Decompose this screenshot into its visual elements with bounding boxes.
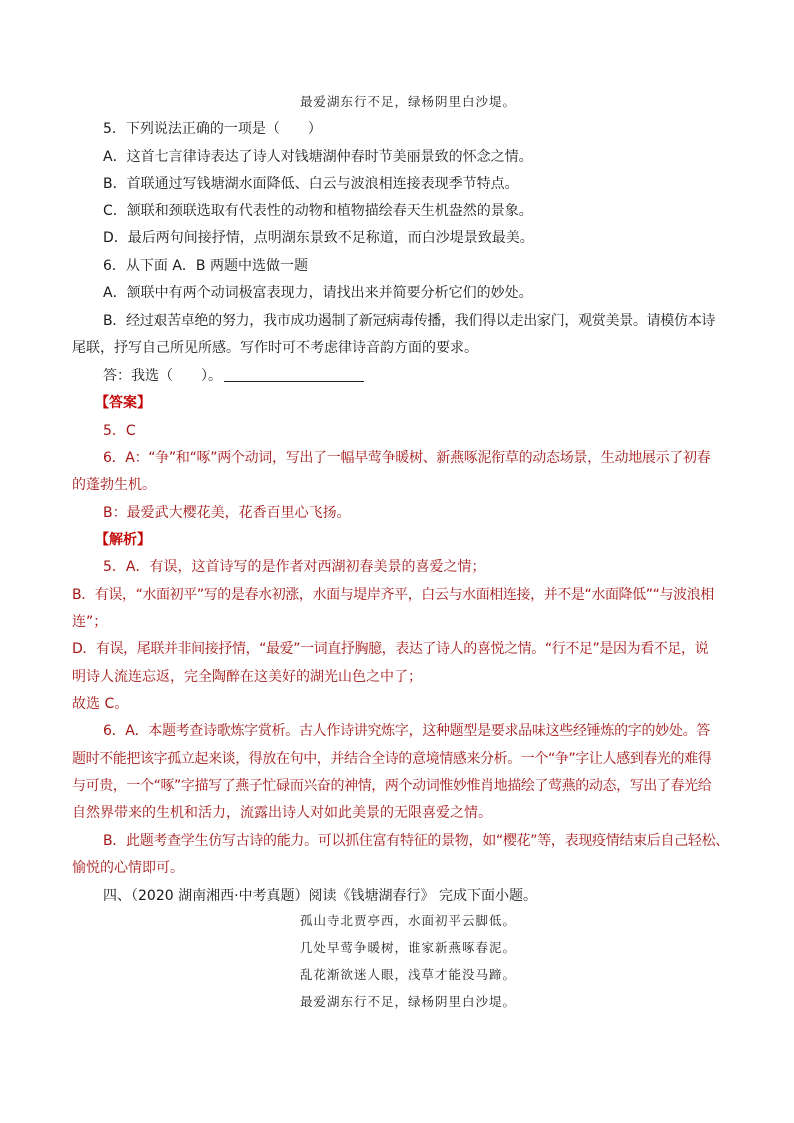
- analysis-5-b: B．有误，“水面初平”写的是春水初涨，水面与堤岸齐平，白云与水面相连接，并不是“水面降低”“与波浪相: [72, 587, 714, 603]
- analysis-tag: 【解析】: [95, 532, 151, 548]
- answer-6-b: B：最爱武大樱花美，花香百里心飞扬。: [103, 505, 351, 521]
- question-5-stem: 5．下列说法正确的一项是（ ）: [103, 121, 322, 137]
- answer-6-a: 6．A：“争”和“啄”两个动词，写出了一幅早莺争暖树、新燕啄泥衔草的动态场景，生动地展示了初春: [103, 450, 711, 466]
- poem-line: 最爱湖东行不足，绿杨阴里白沙堤。: [300, 994, 517, 1009]
- answer-6-a-cont: 的蓬勃生机。: [72, 477, 156, 493]
- question-6-stem: 6．从下面 A．B 两题中选做一题: [103, 258, 308, 274]
- question-6-option-a: A．颔联中有两个动词极富表现力，请找出来并简要分析它们的妙处。: [103, 285, 533, 301]
- analysis-5-a: 5．A．有误，这首诗写的是作者对西湖初春美景的喜爱之情；: [103, 559, 486, 575]
- question-5-option-b: B．首联通过写钱塘湖水面降低、白云与波浪相连接表现季节特点。: [103, 176, 519, 192]
- question-5-option-d: D．最后两句间接抒情，点明湖东景致不足称道，而白沙堤景致最美。: [103, 230, 534, 246]
- answer-blank[interactable]: [224, 367, 364, 382]
- analysis-6-b: B．此题考查学生仿写古诗的能力。可以抓住富有特征的景物，如“樱花”等，表现疫情结束后自己轻松、: [103, 833, 730, 849]
- question-6-option-b-cont: 尾联，抒写自己所见所感。写作时可不考虑律诗音韵方面的要求。: [72, 340, 478, 356]
- analysis-6-b-cont: 愉悦的心情即可。: [72, 860, 184, 876]
- poem-line: 最爱湖东行不足，绿杨阴里白沙堤。: [300, 94, 517, 109]
- analysis-6-a-cont-1: 题时不能把该字孤立起来谈，得放在句中，并结合全诗的意境情感来分析。一个“争”字让人感到春光的难得: [72, 751, 712, 767]
- analysis-5-d: D．有误，尾联并非间接抒情，“最爱”一词直抒胸臆，表达了诗人的喜悦之情。“行不足”是因为看不足，说: [72, 641, 709, 657]
- poem-line: 乱花渐欲迷人眼，浅草才能没马蹄。: [300, 967, 517, 982]
- answer-prompt-text: 答：我选（ ）。: [103, 368, 222, 384]
- answer-tag: 【答案】: [95, 395, 151, 411]
- question-5-option-c: C．颔联和颈联选取有代表性的动物和植物描绘春天生机盎然的景象。: [103, 203, 533, 219]
- answer-prompt: [103, 366, 364, 386]
- analysis-5-d-cont: 明诗人流连忘返，完全陶醉在这美好的湖光山色之中了；: [72, 669, 422, 685]
- analysis-5-b-cont: 连”；: [72, 614, 108, 630]
- question-5-option-a: A．这首七言律诗表达了诗人对钱塘湖仲春时节美丽景致的怀念之情。: [103, 149, 533, 165]
- poem-line: 几处早莺争暖树，谁家新燕啄春泥。: [300, 940, 517, 955]
- answer-5: 5．C: [103, 423, 136, 439]
- analysis-6-a-cont-2: 与可贵，一个“啄”字描写了燕子忙碌而兴奋的神情，两个动词惟妙惟肖地描绘了莺燕的动态，写出了春光给: [72, 778, 712, 794]
- analysis-5-choice: 故选 C。: [72, 696, 129, 712]
- analysis-6-a: 6．A．本题考查诗歌炼字赏析。古人作诗讲究炼字，这种题型是要求品味这些经锤炼的字的妙处。答: [103, 723, 710, 739]
- question-6-option-b: B．经过艰苦卓绝的努力，我市成功遏制了新冠病毒传播，我们得以走出家门，观赏美景。请模仿本诗: [103, 313, 716, 329]
- section-4-heading: 四、（2020 湖南湘西·中考真题）阅读《钱塘湖春行》 完成下面小题。: [103, 888, 537, 904]
- poem-line: 孤山寺北贾亭西，水面初平云脚低。: [300, 913, 517, 928]
- analysis-6-a-cont-3: 自然界带来的生机和活力，流露出诗人对如此美景的无限喜爱之情。: [72, 805, 492, 821]
